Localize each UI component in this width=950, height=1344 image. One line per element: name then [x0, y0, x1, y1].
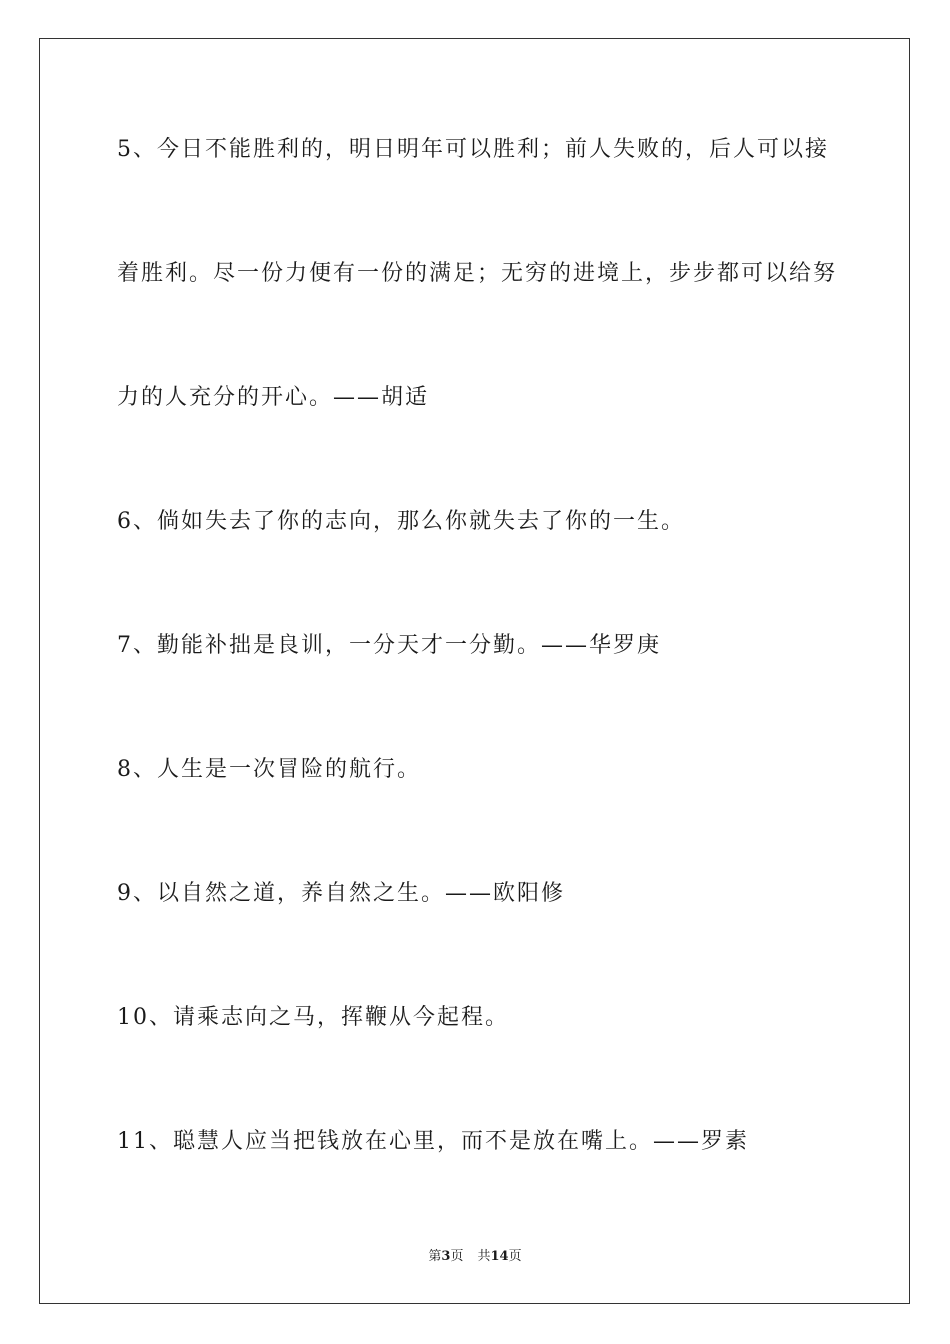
footer-page-suffix: 页	[450, 1249, 464, 1264]
footer-page-number: 3	[441, 1249, 451, 1264]
text-line-2: 着胜利。尽一份力便有一份的满足；无穷的进境上，步步都可以给努	[117, 261, 838, 286]
footer-total-prefix: 共	[477, 1249, 491, 1264]
footer-page-prefix: 第	[428, 1249, 442, 1264]
text-line-4: 6、倘如失去了你的志向，那么你就失去了你的一生。	[117, 509, 685, 534]
text-line-1: 5、今日不能胜利的，明日明年可以胜利；前人失败的，后人可以接	[117, 137, 829, 162]
text-line-6: 8、人生是一次冒险的航行。	[117, 757, 421, 782]
footer-total-pages: 14	[490, 1249, 509, 1264]
page-border	[39, 38, 910, 1304]
page-footer	[0, 1248, 950, 1266]
footer-total-suffix: 页	[508, 1249, 522, 1264]
text-line-9: 11、聪慧人应当把钱放在心里，而不是放在嘴上。——罗素	[117, 1129, 749, 1154]
text-line-5: 7、勤能补拙是良训，一分天才一分勤。——华罗庚	[117, 633, 661, 658]
text-line-8: 10、请乘志向之马，挥鞭从今起程。	[117, 1005, 509, 1030]
text-line-7: 9、以自然之道，养自然之生。——欧阳修	[117, 881, 565, 906]
text-line-3: 力的人充分的开心。——胡适	[117, 385, 430, 410]
